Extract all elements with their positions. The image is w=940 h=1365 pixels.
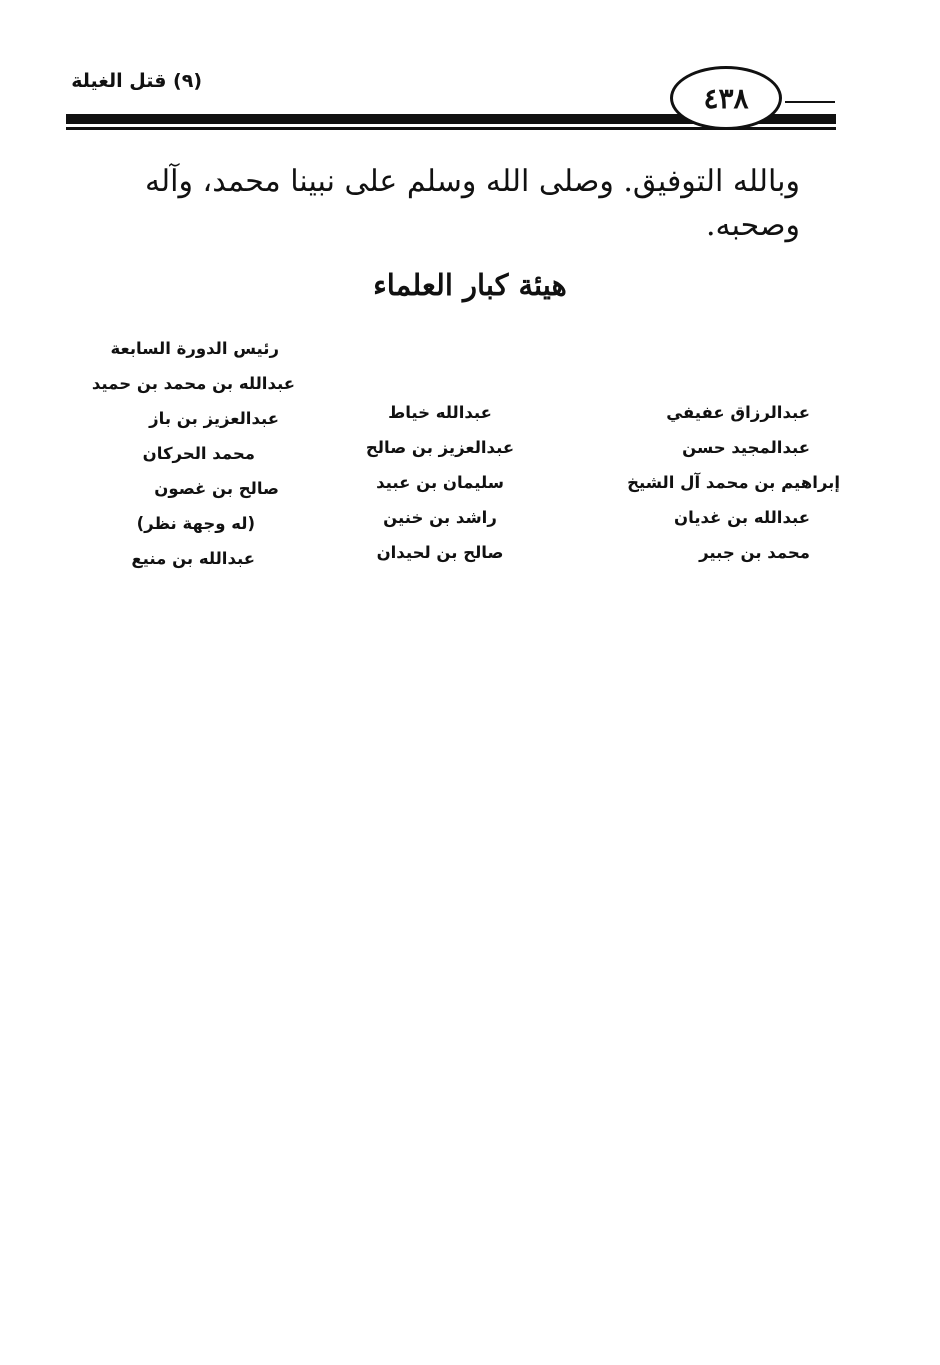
page-number-oval bbox=[670, 66, 782, 130]
signatory-name: عبدالرزاق عفيفي bbox=[666, 403, 810, 422]
signatory-name: محمد بن جبير bbox=[699, 543, 810, 562]
dissent-note: (له وجهة نظر) bbox=[136, 514, 255, 533]
signatory-name: عبدالله بن منيع bbox=[131, 549, 255, 568]
signatory-name: راشد بن خنين bbox=[383, 508, 497, 527]
signatory-name: إبراهيم بن محمد آل الشيخ bbox=[627, 473, 840, 492]
signatory-name: عبدالمجيد حسن bbox=[682, 438, 810, 457]
signatory-name: سليمان بن عبيد bbox=[376, 473, 504, 492]
page-number: ٤٣٨ bbox=[703, 81, 749, 115]
session-chair-label: رئيس الدورة السابعة bbox=[110, 339, 279, 358]
signatory-name: عبدالله بن غديان bbox=[674, 508, 810, 527]
signatories-middle-column bbox=[350, 395, 530, 570]
signatory-name: عبدالعزيز بن صالح bbox=[365, 438, 515, 457]
signatory-name: عبدالله خياط bbox=[388, 403, 492, 422]
header-thin-rule bbox=[785, 101, 835, 103]
signatory-name: صالح بن غصون bbox=[154, 479, 279, 498]
signatories-left-column bbox=[80, 331, 295, 576]
running-title: (٩) قتل الغيلة bbox=[71, 70, 202, 92]
signatory-name: محمد الحركان bbox=[142, 444, 255, 463]
signatories-right-column bbox=[627, 395, 840, 570]
council-title: هيئة كبار العلماء bbox=[373, 268, 567, 302]
signatory-name: عبدالعزيز بن باز bbox=[149, 409, 279, 428]
signatory-name: صالح بن لحيدان bbox=[376, 543, 504, 562]
signatory-name: عبدالله بن محمد بن حميد bbox=[91, 374, 295, 393]
closing-line: وبالله التوفيق. وصلى الله وسلم على نبينا محمد، وآله وصحبه. bbox=[144, 164, 800, 243]
